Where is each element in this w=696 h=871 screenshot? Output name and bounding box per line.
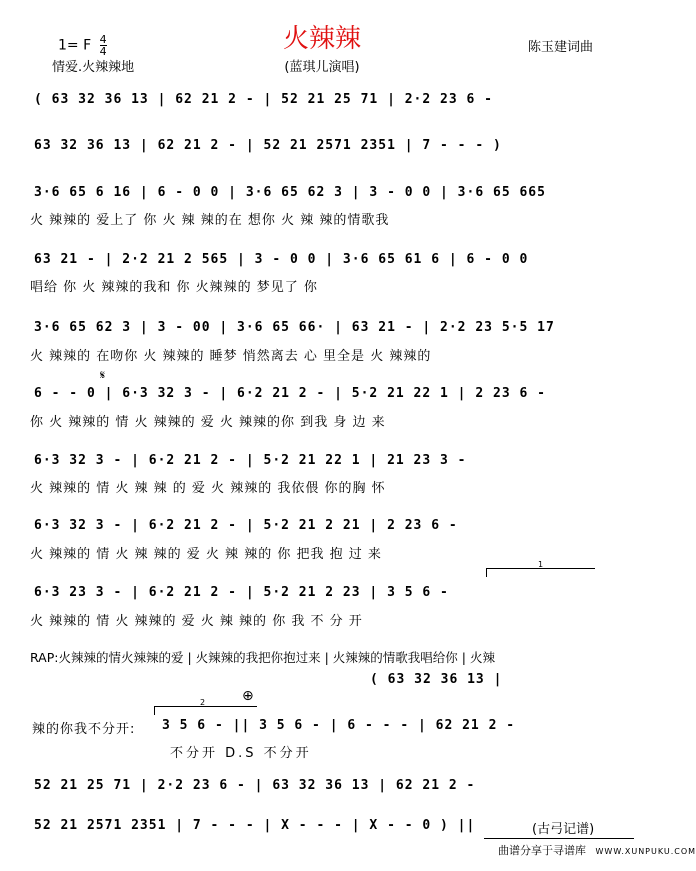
notation-line: 63 32 36 13 | 62 21 2 - | 52 21 2571 2351 | 7 - - - ) — [34, 138, 502, 153]
footer-url[interactable]: WWW.XUNPUKU.COM — [595, 847, 696, 856]
volta-label-1: 1 — [538, 560, 544, 569]
notation-line: 63 21 - | 2·2 21 2 565 | 3 - 0 0 | 3·6 65 61 6 | 6 - 0 0 — [34, 252, 529, 267]
ending-lyrics: 不分开 D.S 不分开 — [170, 746, 312, 761]
volta-bracket-2 — [154, 706, 257, 715]
time-signature — [100, 34, 107, 57]
notation-line: 3 5 6 - || 3 5 6 - | 6 - - - | 62 21 2 - — [162, 718, 516, 733]
notation-line: 6·3 32 3 - | 6·2 21 2 - | 5·2 21 22 1 | 21 23 3 - — [34, 453, 467, 468]
lyric-line: 火 辣辣的 情 火 辣 辣 的 爱 火 辣辣的 我依偎 你的胸 怀 — [30, 481, 386, 496]
volta-bracket-1 — [486, 568, 595, 577]
coda-sign: ⊕ — [242, 688, 254, 704]
notation-line: ( 63 32 36 13 | 62 21 2 - | 52 21 25 71 | 2·2 23 6 - — [34, 92, 493, 107]
notation-line: 6·3 32 3 - | 6·2 21 2 - | 5·2 21 2 21 | 2 23 6 - — [34, 518, 458, 533]
time-denominator: 4 — [99, 45, 107, 58]
volta-label-2: 2 — [200, 698, 206, 707]
notation-line: 6·3 23 3 - | 6·2 21 2 - | 5·2 21 2 23 | 3 5 6 - — [34, 585, 449, 600]
lyric-line: 你 火 辣辣的 情 火 辣辣的 爱 火 辣辣的你 到我 身 边 来 — [30, 415, 386, 430]
time-numerator: 4 — [99, 33, 107, 46]
lyric-line: 火 辣辣的 情 火 辣辣的 爱 火 辣 辣的 你 我 不 分 开 — [30, 614, 363, 629]
segno-sign: 𝄋 — [100, 368, 106, 382]
footer-rule — [484, 838, 634, 839]
lyric-line: 唱给 你 火 辣辣的我和 你 火辣辣的 梦见了 你 — [30, 280, 318, 295]
song-title: 火辣辣 — [282, 24, 361, 54]
mood-marking: 情爱.火辣辣地 — [52, 60, 135, 75]
notation-line: ( 63 32 36 13 | — [370, 672, 503, 687]
footer-credit — [498, 842, 696, 858]
notation-line: 3·6 65 6 16 | 6 - 0 0 | 3·6 65 62 3 | 3 - 0 0 | 3·6 65 665 — [34, 185, 546, 200]
notation-line: 3·6 65 62 3 | 3 - 00 | 3·6 65 66· | 63 21 - | 2·2 23 5·5 17 — [34, 320, 555, 335]
composer-credit: 陈玉建词曲 — [528, 40, 594, 55]
footer-text: 曲谱分享于寻谱库 — [498, 844, 586, 857]
rap-lyrics: RAP:火辣辣的情火辣辣的爱 | 火辣辣的我把你抱过来 | 火辣辣的情歌我唱给你 | 火辣 — [30, 650, 495, 665]
singer-credit: (蓝琪儿演唱) — [284, 60, 360, 75]
notation-source: (古弓记谱) — [532, 822, 595, 837]
notation-line: 6 - - 0 | 6·3 32 3 - | 6·2 21 2 - | 5·2 21 22 1 | 2 23 6 - — [34, 386, 546, 401]
key-signature — [58, 34, 107, 57]
lyric-line: 火 辣辣的 爱上了 你 火 辣 辣的在 想你 火 辣 辣的情歌我 — [30, 213, 390, 228]
key-label: 1= F — [58, 37, 92, 54]
lyric-line: 火 辣辣的 在吻你 火 辣辣的 睡梦 悄然离去 心 里全是 火 辣辣的 — [30, 349, 432, 364]
lyric-line: 火 辣辣的 情 火 辣 辣的 爱 火 辣 辣的 你 把我 抱 过 来 — [30, 547, 382, 562]
notation-line: 52 21 2571 2351 | 7 - - - | X - - - | X - - 0 ) || — [34, 818, 476, 833]
notation-line: 52 21 25 71 | 2·2 23 6 - | 63 32 36 13 | 62 21 2 - — [34, 778, 476, 793]
lyric-line: 辣的你我不分开: — [32, 722, 136, 737]
